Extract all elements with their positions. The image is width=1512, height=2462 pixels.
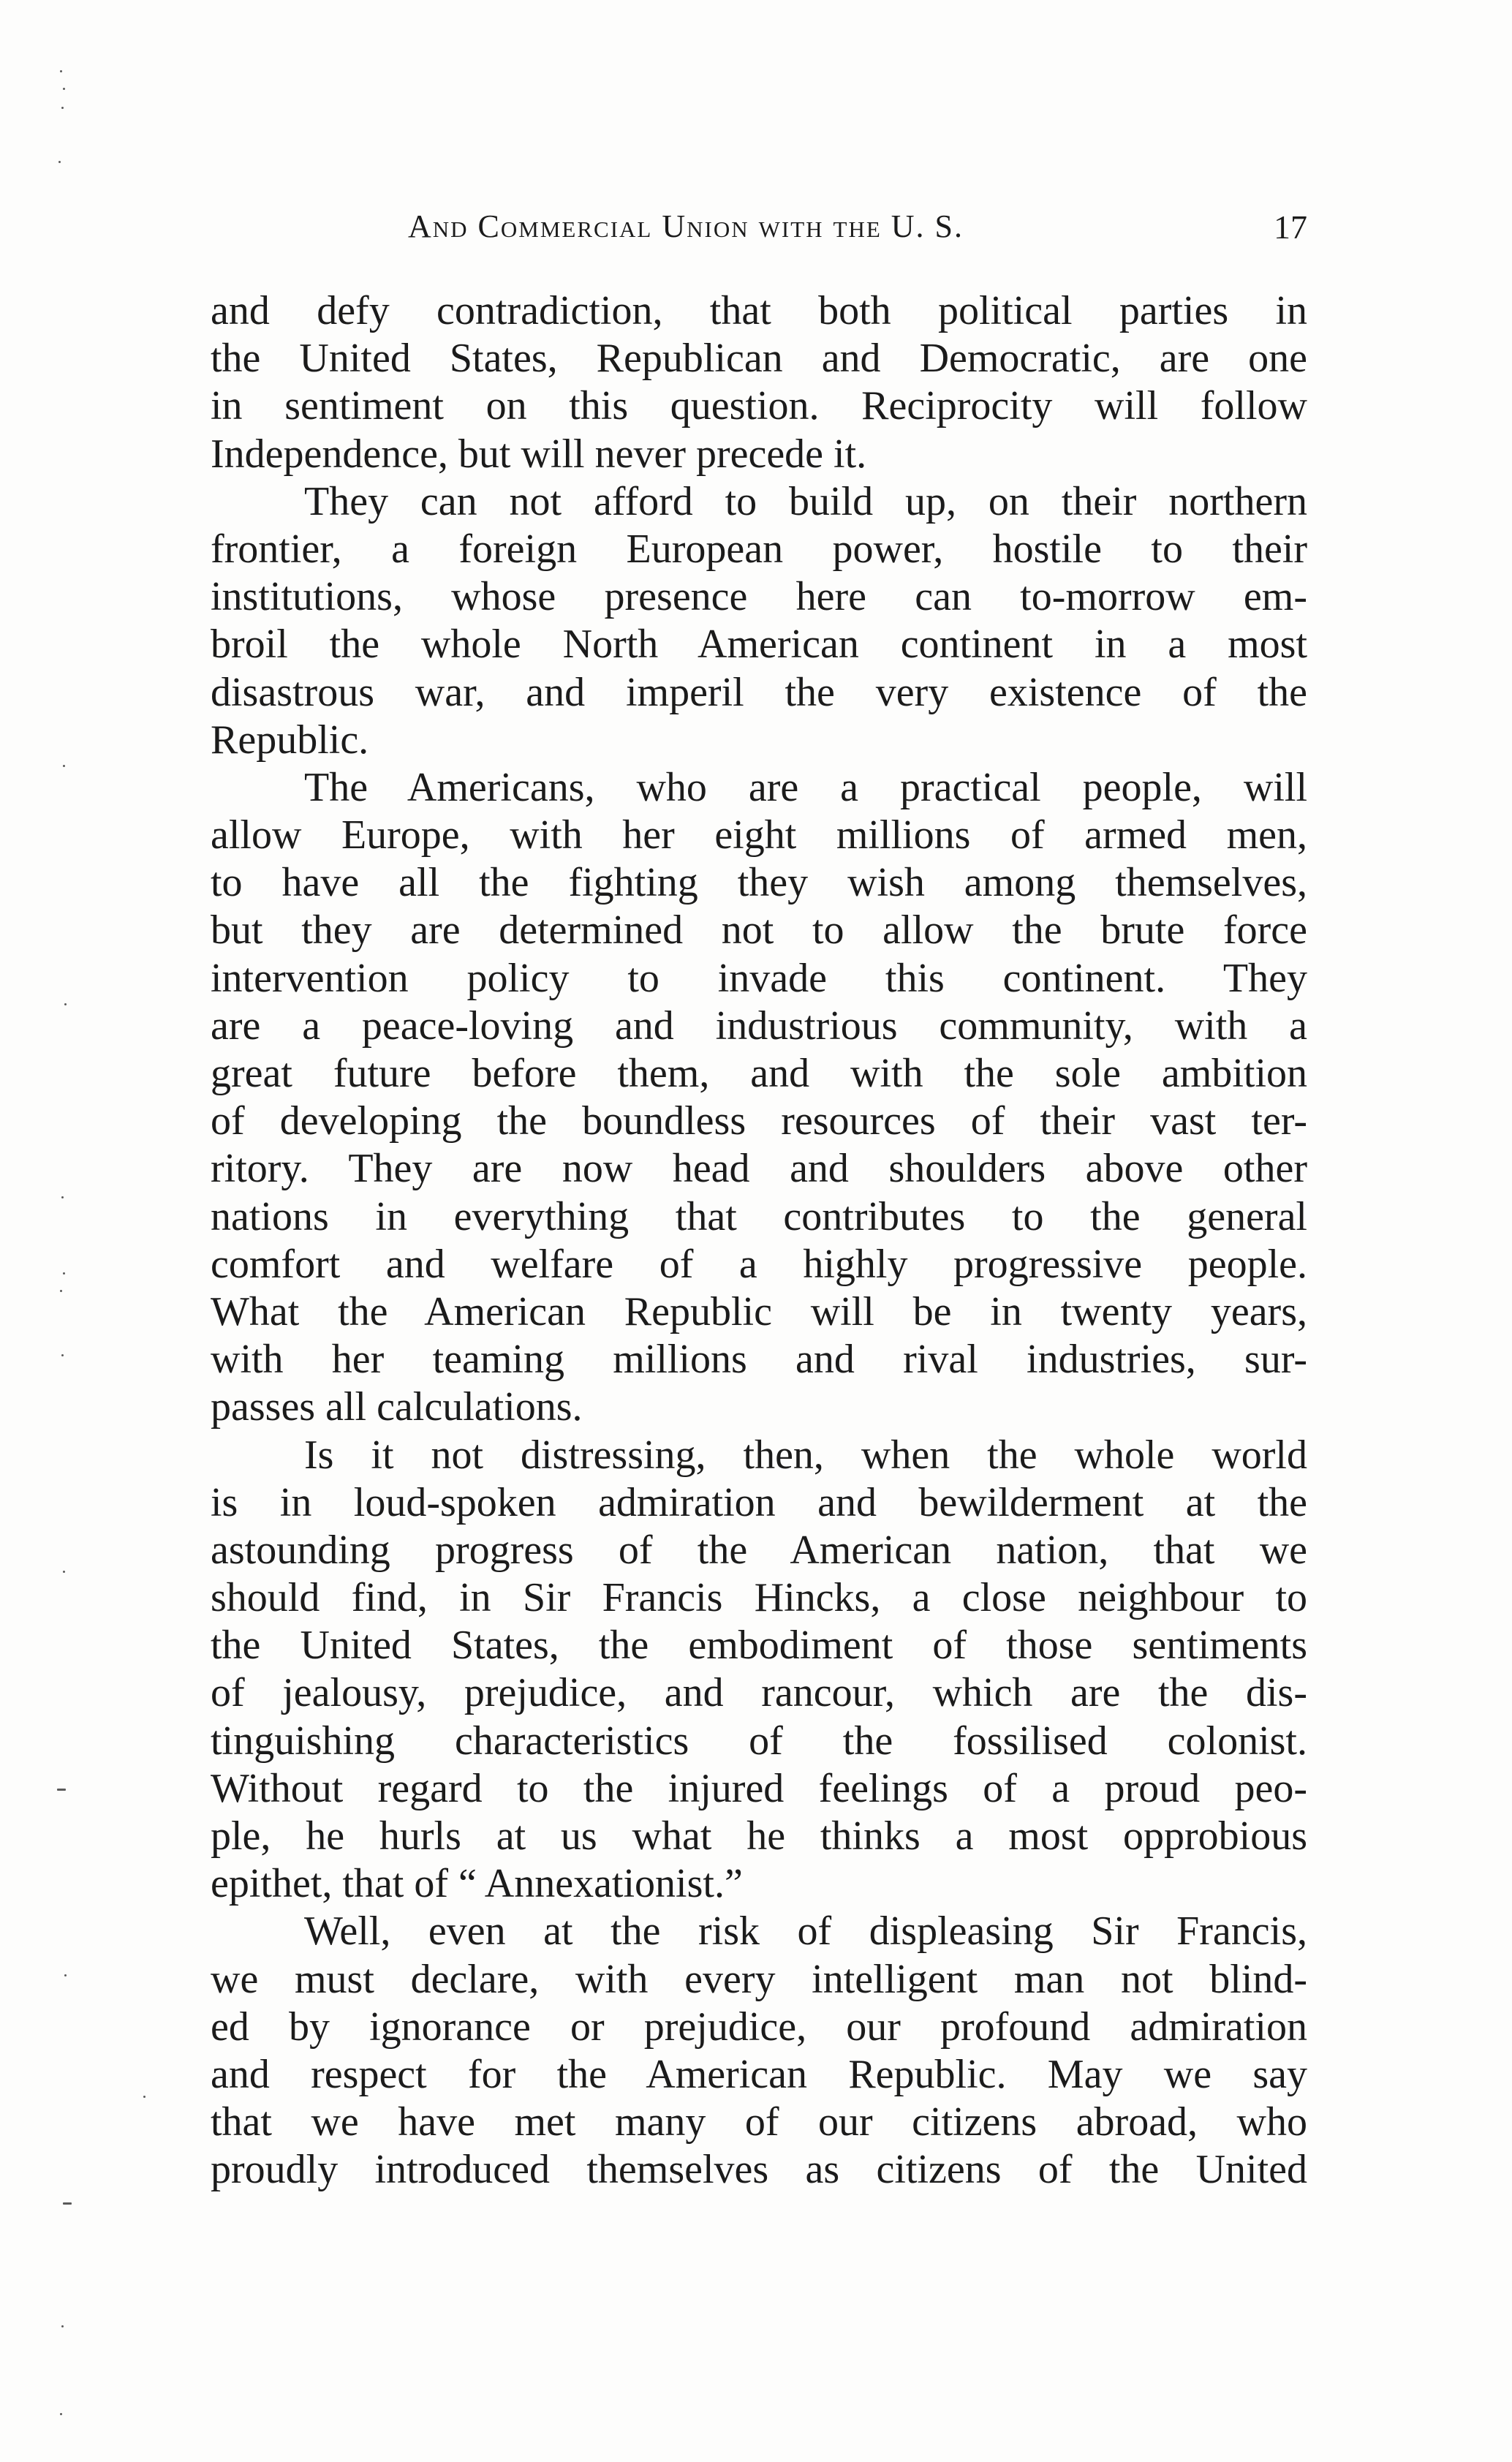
scan-speck xyxy=(57,1789,66,1791)
scan-speck xyxy=(143,2096,145,2098)
scan-speck xyxy=(63,2202,72,2205)
paragraph-first-line: Is it not distressing, then, when the whole world xyxy=(304,1432,1307,1478)
text-line: that we have met many of our citizens abroad, who xyxy=(211,2099,1307,2145)
body-text xyxy=(211,287,1307,2194)
scan-speck xyxy=(63,1571,65,1573)
text-line: Independence, but will never precede it. xyxy=(211,431,867,477)
text-line: disastrous war, and imperil the very existence of the xyxy=(211,669,1307,715)
text-line: the United States, the embodiment of those sentiments xyxy=(211,1623,1307,1669)
text-line: and respect for the American Republic. May we say xyxy=(211,2051,1307,2097)
text-line: frontier, a foreign European power, hostile to their xyxy=(211,526,1307,572)
scan-speck xyxy=(63,1272,65,1275)
paragraph-first-line: Well, even at the risk of displeasing Sir Francis, xyxy=(304,1908,1307,1955)
text-line: in sentiment on this question. Reciprocity will follow xyxy=(211,383,1307,429)
text-line: astounding progress of the American nation, that we xyxy=(211,1527,1307,1573)
scan-speck xyxy=(61,1354,64,1356)
scan-speck xyxy=(63,765,65,767)
text-line: ed by ignorance or prejudice, our profound admiration xyxy=(211,2004,1307,2050)
text-line: are a peace-loving and industrious community, with a xyxy=(211,1002,1307,1049)
text-line: to have all the fighting they wish among themselves, xyxy=(211,860,1307,906)
text-line: great future before them, and with the sole ambition xyxy=(211,1051,1307,1096)
text-line: and defy contradiction, that both political parties in xyxy=(211,288,1307,333)
text-line: we must declare, with every intelligent man not blind- xyxy=(211,1956,1307,2002)
running-head: And Commercial Union with the U. S. xyxy=(408,208,964,244)
text-line: of developing the boundless resources of their vast ter- xyxy=(211,1098,1307,1144)
text-line: ritory. They are now head and shoulders above other xyxy=(211,1146,1307,1192)
scan-speck xyxy=(63,88,65,90)
text-line: is in loud-spoken admiration and bewilderment at the xyxy=(211,1479,1307,1525)
paragraph-first-line: They can not afford to build up, on their northern xyxy=(304,478,1307,524)
scan-speck xyxy=(61,1196,64,1198)
text-line: institutions, whose presence here can to-morrow em- xyxy=(211,574,1307,620)
page-header xyxy=(211,203,1307,254)
text-line: but they are determined not to allow the brute force xyxy=(211,907,1307,954)
text-line: ple, he hurls at us what he thinks a most opprobious xyxy=(211,1813,1307,1859)
text-line: What the American Republic will be in twenty years, xyxy=(211,1288,1307,1334)
text-line: proudly introduced themselves as citizens of the United xyxy=(211,2147,1307,2193)
text-line: with her teaming millions and rival industries, sur- xyxy=(211,1337,1307,1383)
scan-speck xyxy=(61,2325,64,2327)
text-line: intervention policy to invade this continent. They xyxy=(211,955,1307,1001)
text-line: comfort and welfare of a highly progressive people. xyxy=(211,1241,1307,1287)
scan-speck xyxy=(64,1003,67,1005)
text-line: Republic. xyxy=(211,717,369,763)
scan-speck xyxy=(64,1974,67,1976)
text-line: Without regard to the injured feelings of a proud peo- xyxy=(211,1765,1307,1811)
scan-speck xyxy=(60,70,62,72)
text-line: passes all calculations. xyxy=(211,1384,583,1430)
scan-speck xyxy=(58,161,61,163)
text-line: epithet, that of “ Annexationist.” xyxy=(211,1861,743,1907)
text-line: allow Europe, with her eight millions of armed men, xyxy=(211,812,1307,858)
scan-speck xyxy=(60,1290,62,1292)
text-line: of jealousy, prejudice, and rancour, which are the dis- xyxy=(211,1670,1307,1716)
paragraph-first-line: The Americans, who are a practical people, will xyxy=(304,764,1307,810)
text-line: tinguishing characteristics of the fossilised colonist. xyxy=(211,1718,1307,1764)
text-line: should find, in Sir Francis Hincks, a close neighbour to xyxy=(211,1575,1307,1621)
text-line: the United States, Republican and Democratic, are one xyxy=(211,336,1307,382)
page-number: 17 xyxy=(1274,208,1307,246)
text-line: broil the whole North American continent in a most xyxy=(211,622,1307,668)
scan-speck xyxy=(60,2413,62,2415)
text-line: nations in everything that contributes to the general xyxy=(211,1193,1307,1239)
scan-speck xyxy=(61,107,64,109)
